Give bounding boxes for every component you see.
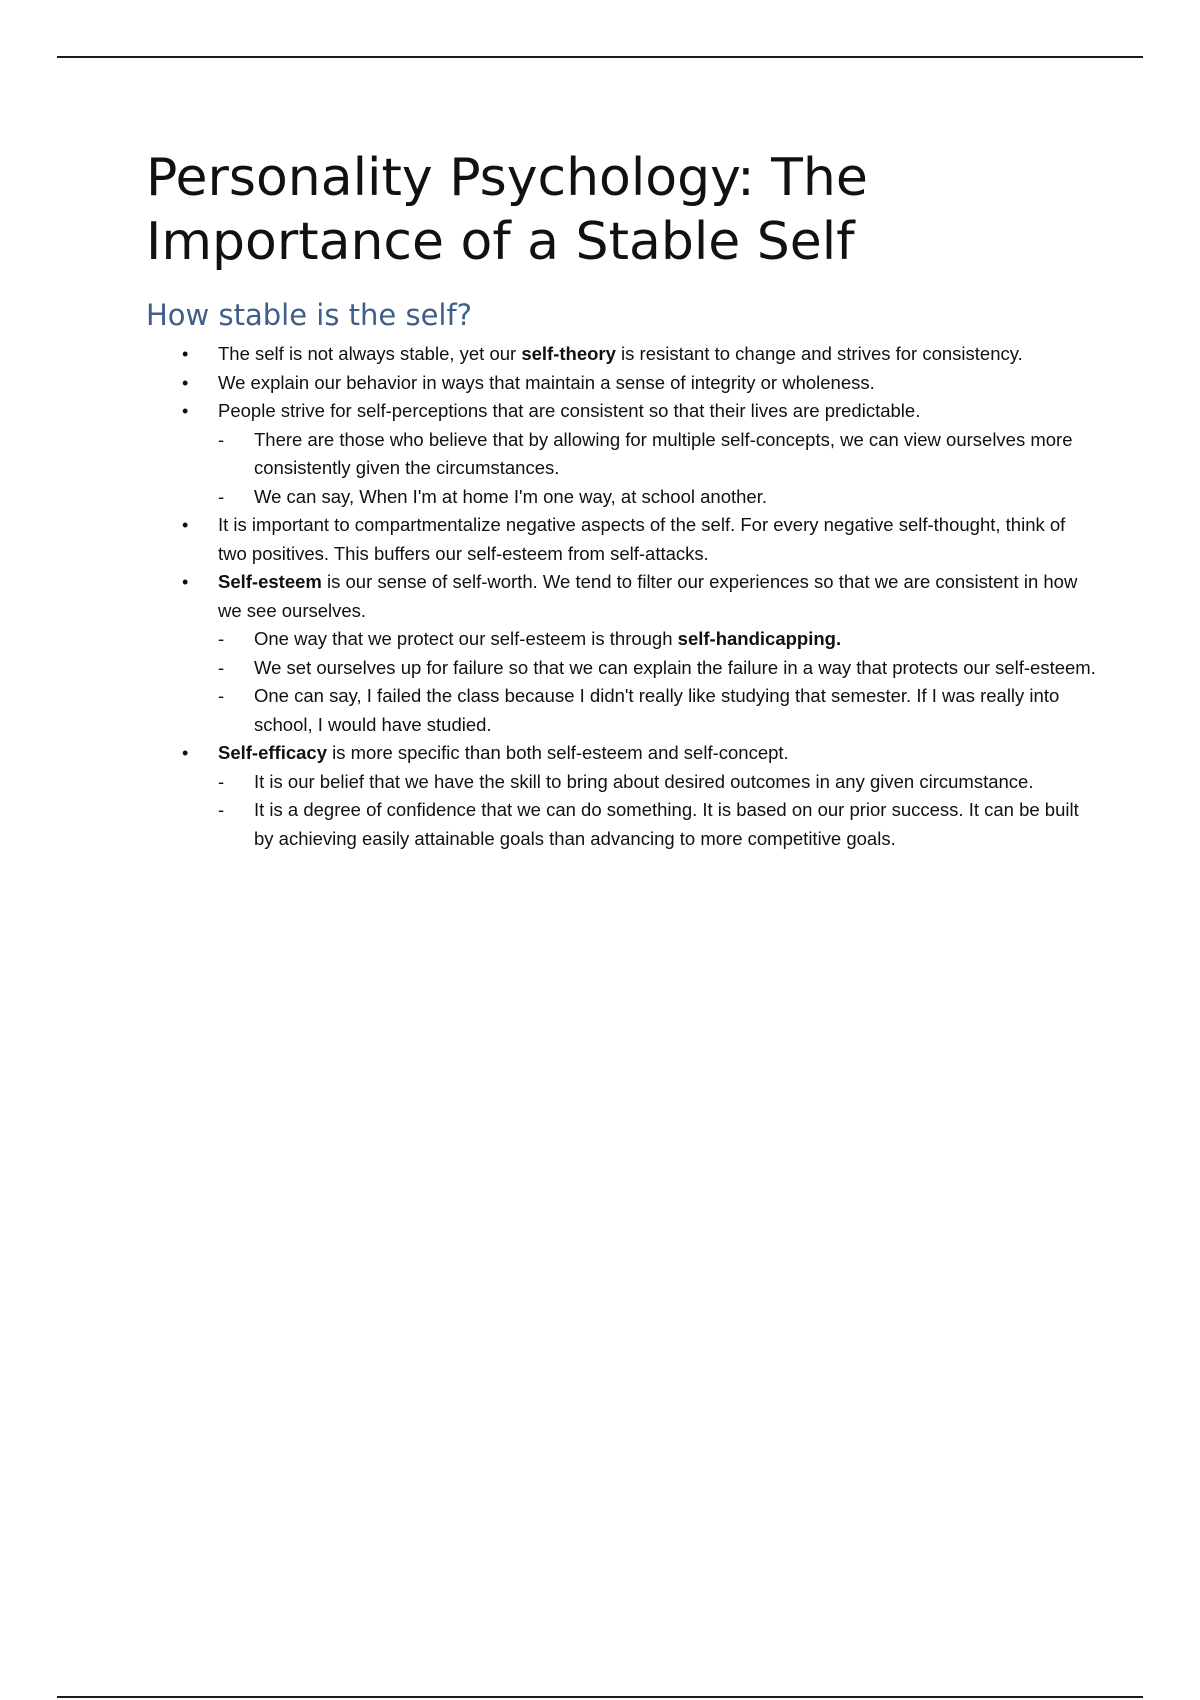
list-item: • Self-esteem is our sense of self-worth. We tend to filter our experiences so that we are consistent in how we see ourselves. [146, 568, 1096, 625]
list-item: • It is important to compartmentalize negative aspects of the self. For every negative self-thought, think of two positives. This buffers our self-esteem from self-attacks. [146, 511, 1096, 568]
dash-icon: - [218, 428, 225, 450]
bullet-icon: • [182, 515, 189, 535]
sub-list-item: - We can say, When I'm at home I'm one way, at school another. [146, 483, 1096, 512]
sub-list-item: - It is a degree of confidence that we can do something. It is based on our prior success. It can be built by achieving easily attainable goals than advancing to more competitive goals. [146, 796, 1096, 853]
dash-icon: - [218, 685, 225, 706]
document-body [146, 146, 1096, 853]
dash-icon: - [218, 656, 225, 678]
list-item: • We explain our behavior in ways that maintain a sense of integrity or wholeness. [146, 369, 1096, 398]
bullet-icon: • [182, 344, 189, 364]
list-item: • Self-efficacy is more specific than both self-esteem and self-concept. [146, 739, 1096, 768]
sub-list-item: - It is our belief that we have the skill to bring about desired outcomes in any given circumstance. [146, 768, 1096, 797]
bullet-list [146, 340, 1096, 853]
dash-icon: - [218, 799, 225, 820]
bullet-icon: • [182, 372, 189, 393]
bullet-icon: • [182, 743, 189, 763]
dash-icon: - [218, 770, 225, 792]
dash-icon: - [218, 628, 225, 649]
bullet-icon: • [182, 572, 189, 592]
sub-list-item: - We set ourselves up for failure so that we can explain the failure in a way that protects our self-esteem. [146, 654, 1096, 683]
bottom-rule [57, 1696, 1143, 1698]
sub-list [146, 625, 1096, 739]
section-heading: How stable is the self? [146, 298, 473, 332]
document-title: Personality Psychology: The Importance of a Stable Self [146, 148, 868, 272]
sub-list-item: - One can say, I failed the class because I didn't really like studying that semester. If I was really into school, I would have studied. [146, 682, 1096, 739]
sub-list-item: - One way that we protect our self-esteem is through self-handicapping. [146, 625, 1096, 654]
dash-icon: - [218, 485, 225, 507]
sub-list-item: - There are those who believe that by allowing for multiple self-concepts, we can view ourselves more consistently given the circumstances. [146, 426, 1096, 483]
top-rule [57, 56, 1143, 58]
bullet-icon: • [182, 401, 189, 421]
sub-list [146, 426, 1096, 512]
list-item: • The self is not always stable, yet our self-theory is resistant to change and strives for consistency. [146, 340, 1096, 369]
sub-list [146, 768, 1096, 854]
list-item: • People strive for self-perceptions that are consistent so that their lives are predictable. [146, 397, 1096, 426]
